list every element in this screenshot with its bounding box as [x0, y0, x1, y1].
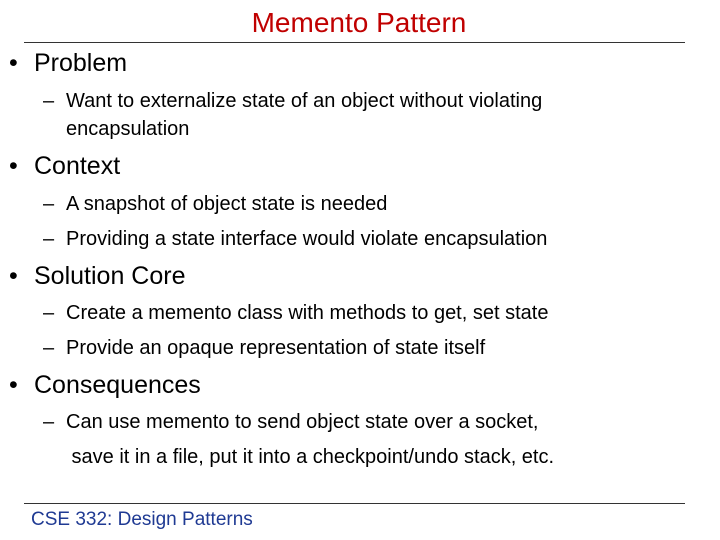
sub-text-line: A snapshot of object state is needed: [66, 193, 388, 215]
sub-text-line: save it in a file, put it into a checkpoint/undo stack, etc.: [66, 446, 555, 468]
bullet-label: Consequences: [34, 371, 201, 399]
bullet-label: Solution Core: [34, 262, 186, 290]
bullet-label: Context: [34, 152, 121, 180]
bullet-dot: •: [9, 49, 18, 77]
bullet-dot: •: [9, 371, 18, 399]
sub-dash: –: [43, 411, 55, 433]
bullet-label: Problem: [34, 49, 128, 77]
footer-course-label: CSE 332: Design Patterns: [31, 509, 253, 530]
sub-dash: –: [43, 337, 55, 359]
bullet-dot: •: [9, 262, 18, 290]
sub-dash: –: [43, 193, 55, 215]
title-underline: [24, 42, 685, 43]
sub-text-line: Can use memento to send object state over a socket,: [66, 411, 539, 433]
sub-text-line: Providing a state interface would violate encapsulation: [66, 228, 548, 250]
footer-rule: [24, 503, 685, 504]
sub-text-line: encapsulation: [66, 118, 190, 140]
sub-text-line: Create a memento class with methods to get, set state: [66, 302, 549, 324]
sub-dash: –: [43, 228, 55, 250]
bullet-dot: •: [9, 152, 18, 180]
slide-title: Memento Pattern: [251, 7, 467, 38]
sub-text-line: Want to externalize state of an object without violating: [66, 90, 543, 112]
sub-dash: –: [43, 302, 55, 324]
sub-text-line: Provide an opaque representation of state itself: [66, 337, 486, 359]
sub-dash: –: [43, 90, 55, 112]
